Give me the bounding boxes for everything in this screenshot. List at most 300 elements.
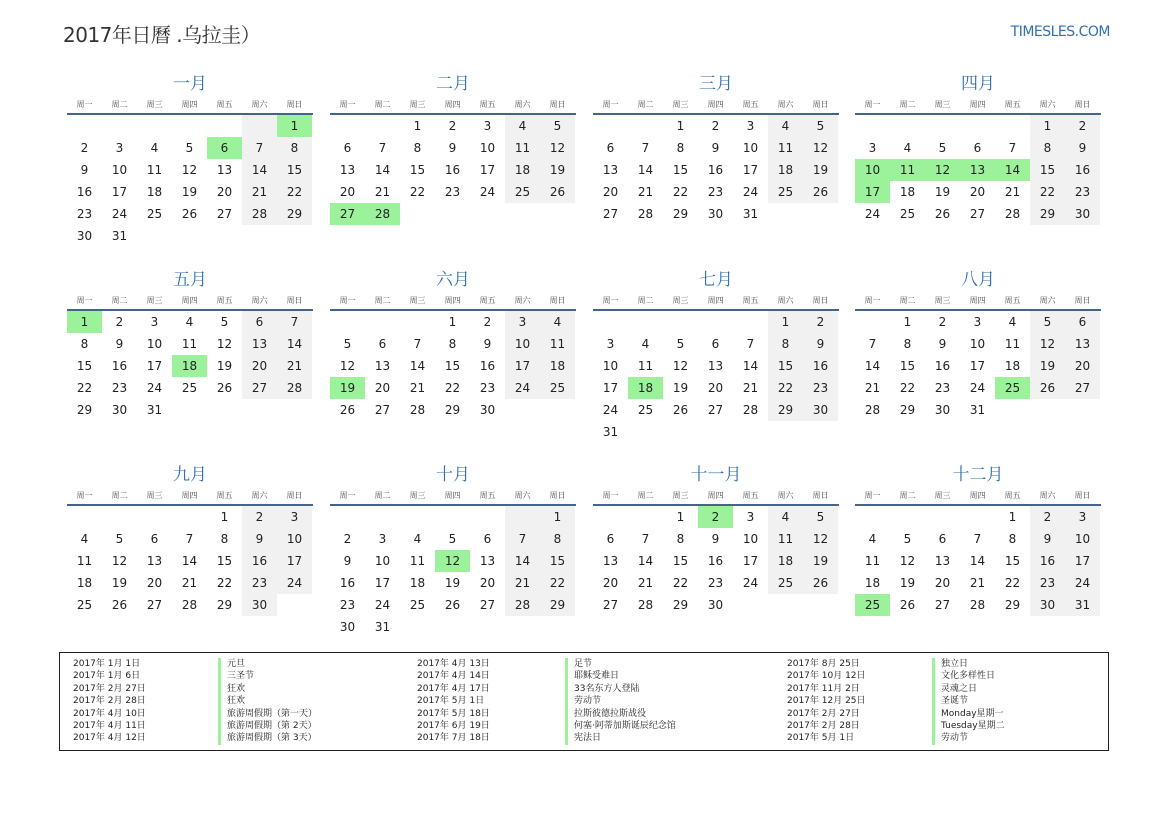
empty-day-cell [593, 506, 628, 528]
day-cell: 24 [111, 207, 128, 221]
day-cell: 6 [242, 311, 277, 333]
empty-day-cell [400, 506, 435, 528]
day-cell: 12 [216, 337, 233, 351]
day-cell: 3 [606, 337, 615, 351]
holiday-day-cell: 1 [67, 311, 102, 333]
week-row [67, 594, 313, 616]
day-cell: 18 [864, 576, 881, 590]
weekday-label: 周二 [111, 295, 128, 305]
day-cell: 26 [181, 207, 198, 221]
day-cell: 25 [768, 572, 803, 594]
day-cell: 20 [216, 185, 233, 199]
weekday-label: 周日 [1074, 295, 1091, 305]
day-cell: 30 [479, 403, 496, 417]
day-cell: 23 [339, 598, 356, 612]
legend-names-col-1 [227, 658, 317, 745]
day-cell: 25 [768, 181, 803, 203]
legend-name: 劳动节 [574, 696, 602, 707]
day-cell: 1 [413, 119, 422, 133]
legend-name: 狂欢 [227, 683, 246, 694]
legend-date: 2017年 4月 17日 [417, 683, 490, 694]
holiday-day-cell: 10 [855, 159, 890, 181]
weekday-label: 周六 [1039, 99, 1056, 109]
day-cell: 6 [150, 532, 159, 546]
day-cell: 5 [220, 315, 229, 329]
weekday-label: 周一 [864, 99, 881, 109]
weekday-header [330, 486, 576, 506]
day-cell: 4 [768, 115, 803, 137]
day-cell: 13 [374, 359, 391, 373]
month-block [593, 73, 839, 225]
day-cell: 17 [277, 550, 312, 572]
day-cell: 21 [409, 381, 426, 395]
week-row [593, 311, 839, 333]
weekday-label: 周一 [76, 295, 93, 305]
day-cell: 8 [676, 532, 685, 546]
empty-day-cell [242, 225, 277, 247]
day-cell: 26 [803, 572, 838, 594]
week-row [855, 506, 1101, 528]
day-cell: 15 [409, 163, 426, 177]
empty-day-cell [628, 506, 663, 528]
weekday-label: 周一 [339, 295, 356, 305]
week-row [855, 333, 1101, 355]
day-cell: 23 [242, 572, 277, 594]
weekday-label: 周四 [707, 99, 724, 109]
day-cell: 8 [903, 337, 912, 351]
day-cell: 19 [181, 185, 198, 199]
legend-name: 圣诞节 [941, 696, 969, 707]
day-cell: 4 [768, 506, 803, 528]
empty-day-cell [803, 594, 838, 616]
day-cell: 22 [1004, 576, 1021, 590]
week-row [67, 399, 313, 421]
week-row [593, 333, 839, 355]
weekday-label: 周六 [251, 295, 268, 305]
legend-name: 足节 [574, 659, 593, 669]
day-cell: 3 [483, 119, 492, 133]
legend-name: 灵魂之日 [941, 683, 978, 694]
weekday-header [855, 486, 1101, 506]
day-cell: 1 [903, 315, 912, 329]
weekday-label: 周日 [549, 99, 566, 109]
day-cell: 26 [803, 181, 838, 203]
week-row [330, 203, 576, 225]
weekday-header [67, 95, 313, 115]
week-row [855, 572, 1101, 594]
day-cell: 16 [934, 359, 951, 373]
day-cell: 11 [540, 333, 575, 355]
weekday-label: 周一 [339, 490, 356, 500]
weekday-label: 周日 [549, 295, 566, 305]
empty-day-cell [172, 399, 207, 421]
day-cell: 27 [602, 207, 619, 221]
month-name: 六月 [436, 270, 470, 290]
day-cell: 6 [343, 141, 352, 155]
week-row [593, 421, 839, 443]
legend-name: 独立日 [941, 659, 969, 669]
day-cell: 15 [76, 359, 93, 373]
legend-color-bar [932, 658, 935, 745]
weekday-label: 周三 [409, 490, 426, 500]
empty-day-cell [365, 115, 400, 137]
day-cell: 7 [641, 141, 650, 155]
week-row [67, 550, 313, 572]
day-cell: 25 [637, 403, 654, 417]
legend-name: 文化多样性日 [941, 671, 996, 682]
holiday-day-cell: 12 [435, 550, 470, 572]
month-block [855, 464, 1101, 616]
month-block [855, 269, 1101, 421]
weekday-label: 周日 [812, 295, 829, 305]
weekday-header [855, 291, 1101, 311]
legend-date: 2017年 4月 13日 [417, 659, 490, 669]
month-block [67, 464, 313, 616]
week-row [330, 137, 576, 159]
legend-date: 2017年 10月 12日 [787, 671, 866, 682]
day-cell: 11 [637, 359, 654, 373]
day-cell: 21 [277, 355, 312, 377]
empty-day-cell [242, 399, 277, 421]
empty-day-cell [855, 311, 890, 333]
weekday-label: 周五 [742, 99, 759, 109]
empty-day-cell [540, 399, 575, 421]
weekday-label: 周六 [514, 490, 531, 500]
legend-name: 耶稣受难日 [574, 671, 620, 682]
weekday-label: 周二 [637, 99, 654, 109]
day-cell: 25 [76, 598, 93, 612]
day-cell: 29 [76, 403, 93, 417]
day-cell: 20 [146, 576, 163, 590]
weekday-label: 周六 [251, 490, 268, 500]
weekday-header [67, 291, 313, 311]
day-cell: 1 [540, 506, 575, 528]
day-cell: 18 [146, 185, 163, 199]
month-name: 二月 [436, 74, 470, 94]
week-row [855, 594, 1101, 616]
day-cell: 27 [479, 598, 496, 612]
weekday-label: 周三 [934, 99, 951, 109]
empty-day-cell [330, 311, 365, 333]
day-cell: 2 [938, 315, 947, 329]
day-cell: 11 [505, 137, 540, 159]
day-cell: 29 [216, 598, 233, 612]
day-cell: 31 [111, 229, 128, 243]
weekday-label: 周四 [444, 99, 461, 109]
empty-day-cell [1030, 399, 1065, 421]
weekday-label: 周三 [934, 295, 951, 305]
week-row [855, 159, 1101, 181]
weekday-label: 周五 [479, 295, 496, 305]
day-cell: 2 [803, 311, 838, 333]
weekday-header [593, 486, 839, 506]
day-cell: 2 [80, 141, 89, 155]
day-cell: 27 [707, 403, 724, 417]
empty-day-cell [698, 311, 733, 333]
day-cell: 28 [181, 598, 198, 612]
week-row [330, 594, 576, 616]
day-cell: 5 [903, 532, 912, 546]
day-cell: 5 [343, 337, 352, 351]
day-cell: 5 [803, 506, 838, 528]
day-cell: 10 [111, 163, 128, 177]
empty-day-cell [207, 399, 242, 421]
day-cell: 29 [899, 403, 916, 417]
day-cell: 4 [1008, 315, 1017, 329]
empty-day-cell [995, 115, 1030, 137]
day-cell: 15 [672, 163, 689, 177]
day-cell: 18 [505, 159, 540, 181]
weekday-label: 周二 [899, 99, 916, 109]
empty-day-cell [768, 594, 803, 616]
day-cell: 8 [1030, 137, 1065, 159]
weekday-label: 周一 [602, 490, 619, 500]
day-cell: 15 [1004, 554, 1021, 568]
day-cell: 16 [1065, 159, 1100, 181]
day-cell: 10 [277, 528, 312, 550]
weekday-label: 周二 [111, 490, 128, 500]
day-cell: 1 [768, 311, 803, 333]
day-cell: 20 [479, 576, 496, 590]
day-cell: 17 [111, 185, 128, 199]
day-cell: 15 [899, 359, 916, 373]
day-cell: 3 [505, 311, 540, 333]
legend-name: 旅游周假期（第一天） [227, 708, 318, 719]
day-cell: 22 [277, 181, 312, 203]
day-cell: 30 [76, 229, 93, 243]
day-cell: 5 [448, 532, 457, 546]
day-cell: 12 [899, 554, 916, 568]
day-cell: 16 [339, 576, 356, 590]
empty-day-cell [470, 203, 505, 225]
weekday-label: 周二 [899, 490, 916, 500]
weekday-label: 周二 [374, 99, 391, 109]
day-cell: 4 [903, 141, 912, 155]
weekday-label: 周三 [409, 99, 426, 109]
empty-day-cell [435, 203, 470, 225]
weekday-label: 周五 [742, 295, 759, 305]
day-cell: 5 [115, 532, 124, 546]
day-cell: 28 [1004, 207, 1021, 221]
day-cell: 21 [242, 181, 277, 203]
empty-day-cell [277, 594, 312, 616]
weekday-label: 周二 [637, 295, 654, 305]
weekday-label: 周一 [602, 295, 619, 305]
holiday-day-cell: 14 [995, 159, 1030, 181]
legend-dates-col-3 [787, 658, 866, 745]
day-cell: 16 [803, 355, 838, 377]
day-cell: 26 [1030, 377, 1065, 399]
legend-date: 2017年 4月 12日 [73, 733, 146, 744]
day-cell: 6 [711, 337, 720, 351]
month-name: 三月 [699, 74, 733, 94]
day-cell: 19 [540, 159, 575, 181]
day-cell: 10 [146, 337, 163, 351]
week-row [593, 594, 839, 616]
day-cell: 18 [540, 355, 575, 377]
day-cell: 27 [216, 207, 233, 221]
legend-dates-col-2 [417, 658, 490, 745]
weekday-label: 周日 [286, 295, 303, 305]
legend-color-bar [565, 658, 568, 745]
week-row [330, 528, 576, 550]
weekday-label: 周四 [181, 490, 198, 500]
day-cell: 26 [899, 598, 916, 612]
day-cell: 31 [969, 403, 986, 417]
day-cell: 6 [938, 532, 947, 546]
week-row [67, 528, 313, 550]
empty-day-cell [663, 311, 698, 333]
month-block [593, 269, 839, 443]
week-row [593, 181, 839, 203]
legend-name: 拉斯彼德拉斯战役 [574, 708, 647, 719]
week-row [67, 572, 313, 594]
weekday-label: 周四 [444, 295, 461, 305]
day-cell: 17 [602, 381, 619, 395]
day-cell: 14 [742, 359, 759, 373]
legend-date: 2017年 2月 27日 [73, 683, 146, 694]
site-brand-link[interactable]: TIMESLES.COM [1010, 24, 1110, 40]
weekday-label: 周五 [1004, 490, 1021, 500]
week-row [330, 616, 576, 638]
day-cell: 23 [111, 381, 128, 395]
weekday-label: 周四 [969, 490, 986, 500]
week-row [67, 333, 313, 355]
empty-day-cell [733, 311, 768, 333]
day-cell: 17 [505, 355, 540, 377]
day-cell: 14 [242, 159, 277, 181]
week-row [855, 399, 1101, 421]
legend-date: 2017年 1月 1日 [73, 659, 141, 669]
weekday-label: 周三 [146, 295, 163, 305]
day-cell: 23 [1030, 572, 1065, 594]
legend-name: Monday星期一 [941, 708, 1004, 719]
day-cell: 10 [505, 333, 540, 355]
day-cell: 22 [899, 381, 916, 395]
day-cell: 3 [746, 119, 755, 133]
empty-day-cell [960, 506, 995, 528]
day-cell: 3 [277, 506, 312, 528]
day-cell: 29 [1030, 203, 1065, 225]
day-cell: 18 [409, 576, 426, 590]
empty-day-cell [435, 506, 470, 528]
day-cell: 19 [1030, 355, 1065, 377]
day-cell: 16 [111, 359, 128, 373]
holiday-legend [59, 652, 1109, 751]
day-cell: 22 [216, 576, 233, 590]
day-cell: 25 [181, 381, 198, 395]
day-cell: 13 [934, 554, 951, 568]
day-cell: 19 [444, 576, 461, 590]
day-cell: 8 [540, 528, 575, 550]
empty-day-cell [330, 115, 365, 137]
day-cell: 4 [80, 532, 89, 546]
empty-day-cell [593, 115, 628, 137]
holiday-day-cell: 13 [960, 159, 995, 181]
day-cell: 20 [1065, 355, 1100, 377]
empty-day-cell [505, 616, 540, 638]
day-cell: 16 [444, 163, 461, 177]
empty-day-cell [365, 506, 400, 528]
page-title: 2017年日曆 .乌拉圭） [63, 23, 261, 47]
day-cell: 7 [973, 532, 982, 546]
day-cell: 17 [374, 576, 391, 590]
weekday-label: 周日 [286, 99, 303, 109]
day-cell: 19 [672, 381, 689, 395]
day-cell: 19 [111, 576, 128, 590]
holiday-day-cell: 18 [172, 355, 207, 377]
day-cell: 18 [768, 159, 803, 181]
day-cell: 23 [803, 377, 838, 399]
day-cell: 3 [115, 141, 124, 155]
empty-day-cell [137, 115, 172, 137]
week-row [855, 528, 1101, 550]
legend-date: 2017年 7月 18日 [417, 733, 490, 744]
legend-date: 2017年 4月 10日 [73, 708, 146, 719]
legend-name: 元旦 [227, 659, 246, 669]
month-block [855, 73, 1101, 225]
day-cell: 5 [803, 115, 838, 137]
empty-day-cell [277, 399, 312, 421]
weekday-label: 周五 [1004, 99, 1021, 109]
day-cell: 27 [146, 598, 163, 612]
month-name: 十二月 [952, 465, 1004, 485]
month-name: 一月 [173, 74, 207, 94]
day-cell: 11 [181, 337, 198, 351]
day-cell: 9 [242, 528, 277, 550]
empty-day-cell [172, 225, 207, 247]
month-name: 七月 [699, 270, 733, 290]
holiday-day-cell: 6 [207, 137, 242, 159]
day-cell: 24 [146, 381, 163, 395]
day-cell: 22 [768, 377, 803, 399]
day-cell: 22 [672, 185, 689, 199]
day-cell: 23 [479, 381, 496, 395]
weekday-label: 周五 [216, 295, 233, 305]
day-cell: 14 [277, 333, 312, 355]
weekday-label: 周四 [969, 99, 986, 109]
day-cell: 9 [343, 554, 352, 568]
weekday-label: 周五 [742, 490, 759, 500]
empty-day-cell [505, 399, 540, 421]
day-cell: 4 [868, 532, 877, 546]
day-cell: 12 [803, 137, 838, 159]
day-cell: 29 [672, 207, 689, 221]
day-cell: 8 [277, 137, 312, 159]
day-cell: 18 [76, 576, 93, 590]
legend-name: 旅游周假期（第 3天） [227, 733, 317, 744]
day-cell: 10 [602, 359, 619, 373]
empty-day-cell [67, 115, 102, 137]
month-name: 十一月 [690, 465, 742, 485]
empty-day-cell [172, 506, 207, 528]
empty-day-cell [102, 506, 137, 528]
empty-day-cell [400, 203, 435, 225]
empty-day-cell [540, 616, 575, 638]
weekday-label: 周五 [216, 99, 233, 109]
empty-day-cell [628, 115, 663, 137]
day-cell: 12 [181, 163, 198, 177]
day-cell: 7 [868, 337, 877, 351]
week-row [330, 572, 576, 594]
day-cell: 2 [483, 315, 492, 329]
holiday-day-cell: 2 [698, 506, 733, 528]
day-cell: 21 [505, 572, 540, 594]
day-cell: 27 [969, 207, 986, 221]
day-cell: 27 [934, 598, 951, 612]
weekday-label: 周日 [1074, 99, 1091, 109]
week-row [330, 355, 576, 377]
